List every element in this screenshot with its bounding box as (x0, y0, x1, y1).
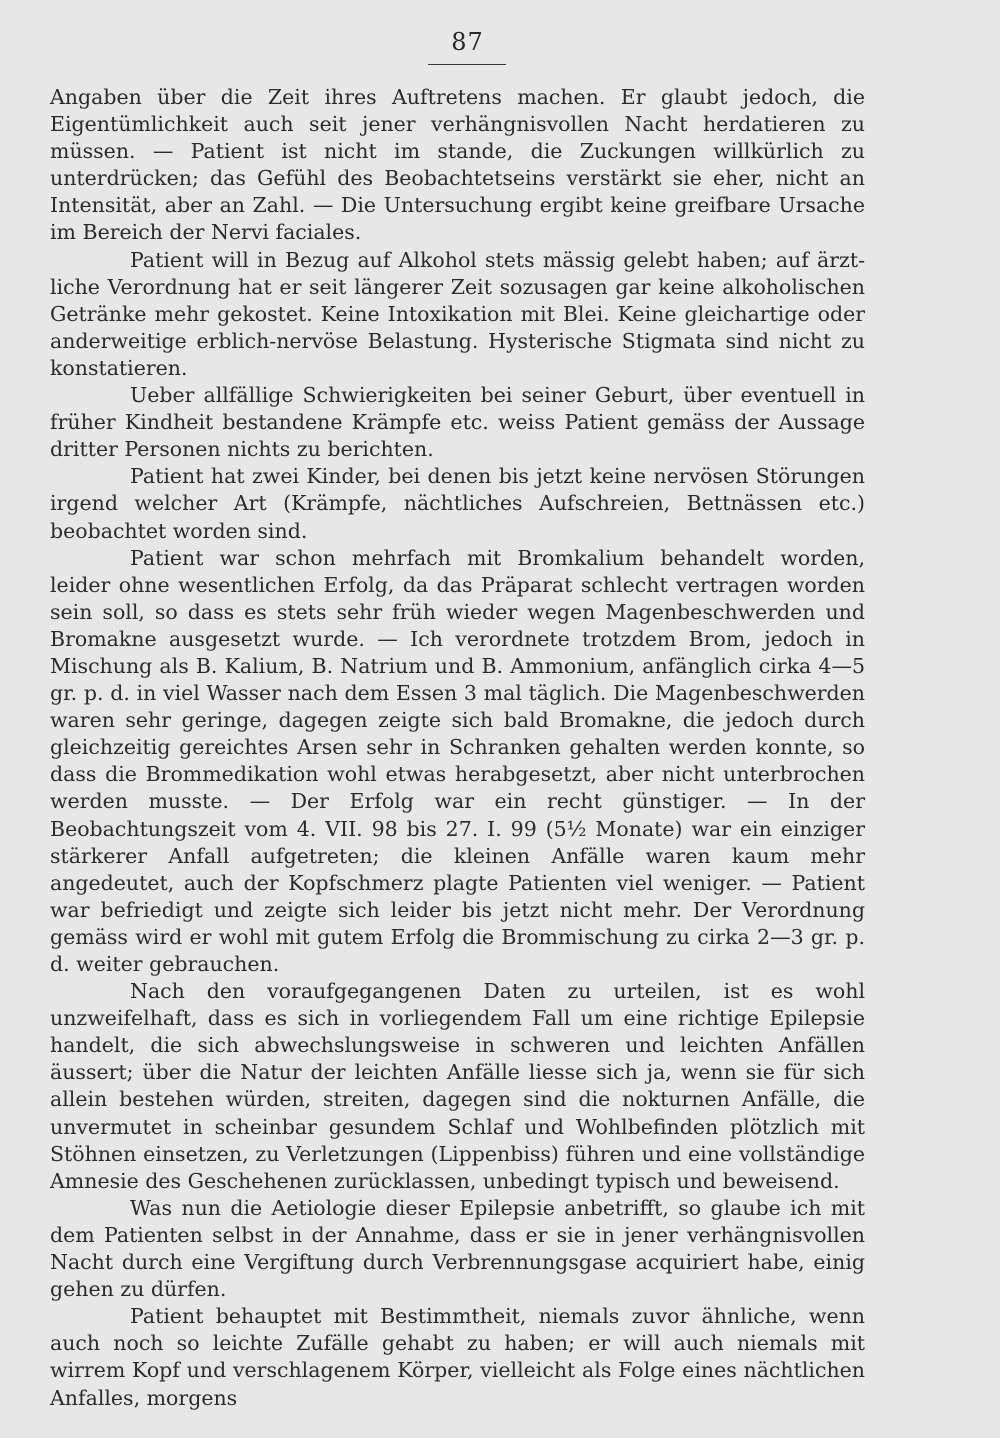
header-rule (428, 64, 506, 65)
paragraph: Patient war schon mehrfach mit Bromkalium behandelt worden, leider ohne wesentlichen Erfolg, da das Präparat schlecht vertragen worden sein soll, so dass es stets sehr früh wieder wegen Magenbeschwerden und Bromakne ausgesetzt wurde. — Ich verordnete trotzdem Brom, jedoch in Mischung als B. Kalium, B. Natrium und B. Ammonium, anfänglich cirka 4—5 gr. p. d. in viel Wasser nach dem Essen 3 mal täglich. Die Magenbeschwerden waren sehr geringe, dagegen zeigte sich bald Bromakne, die jedoch durch gleichzeitig gereichtes Arsen sehr in Schranken gehalten werden konnte, so dass die Brommedikation wohl etwas herabgesetzt, aber nicht unterbrochen werden musste. — Der Erfolg war ein recht günstiger. — In der Beobachtungszeit vom 4. VII. 98 bis 27. I. 99 (5½ Monate) war ein einziger stärkerer Anfall aufgetreten; die kleinen Anfälle waren kaum mehr angedeutet, auch der Kopfschmerz plagte Patienten viel weniger. — Patient war befriedigt und zeigte sich leider bis jetzt nicht mehr. Der Verordnung gemäss wird er wohl mit gutem Erfolg die Brommischung zu cirka 2—3 gr. p. d. weiter gebrauchen. (50, 545, 865, 976)
paragraph: Patient hat zwei Kinder, bei denen bis jetzt keine nervösen Störungen irgend welcher Art (Krämpfe, nächtliches Aufschreien, Bettnässen etc.) beobachtet worden sind. (50, 464, 865, 543)
paragraph: Nach den voraufgegangenen Daten zu urteilen, ist es wohl unzweifelhaft, dass es sich in vorliegendem Fall um eine richtige Epilepsie handelt, die sich abwechslungsweise in schweren und leichten Anfällen äussert; über die Natur der leichten Anfälle liesse sich ja, wenn sie für sich allein bestehen würden, streiten, dagegen sind die nokturnen Anfälle, die unvermutet in scheinbar gesundem Schlaf und Wohlbefinden plötzlich mit Stöhnen einsetzen, zu Verletzungen (Lippenbiss) führen und eine vollständige Amnesie des Geschehenen zurücklassen, unbedingt typisch und beweisend. (50, 979, 865, 1193)
paragraph: Angaben über die Zeit ihres Auftretens machen. Er glaubt jedoch, die Eigentümlichkeit auch seit jener verhängnisvollen Nacht herdatieren zu müssen. — Patient ist nicht im stande, die Zuckungen willkürlich zu unterdrücken; das Gefühl des Beobachtetseins verstärkt sie eher, nicht an Intensität, aber an Zahl. — Die Untersuchung ergibt keine greifbare Ursache im Bereich der Nervi faciales. (50, 85, 865, 245)
paragraph: Was nun die Aetiologie dieser Epilepsie anbetrifft, so glaube ich mit dem Patienten selbst in der Annahme, dass er sie in jener verhängnisvollen Nacht durch eine Vergiftung durch Verbrennungsgase acquiriert habe, einig gehen zu dürfen. (50, 1195, 865, 1302)
paragraph: Ueber allfällige Schwierigkeiten bei seiner Geburt, über eventuell in früher Kindheit bestandene Krämpfe etc. weiss Patient gemäss der Aussage dritter Personen nichts zu berichten. (50, 383, 865, 462)
paragraph: Patient behauptet mit Bestimmtheit, niemals zuvor ähnliche, wenn auch noch so leichte Zufälle gehabt zu haben; er will auch niemals mit wirrem Kopf und verschlagenem Körper, vielleicht als Folge eines nächtlichen Anfalles, morgens (50, 1304, 865, 1410)
body-text (50, 84, 865, 1412)
page-number: 87 (451, 28, 484, 56)
paragraph: Patient will in Bezug auf Alkohol stets mässig gelebt haben; auf ärztliche Verordnung hat er seit längerer Zeit sozusagen gar keine alkoholischen Getränke mehr gekostet. Keine Intoxikation mit Blei. Keine gleichartige oder anderweitige erblich-nervöse Belastung. Hysterische Stigmata sind nicht zu konstatieren. (50, 247, 865, 380)
